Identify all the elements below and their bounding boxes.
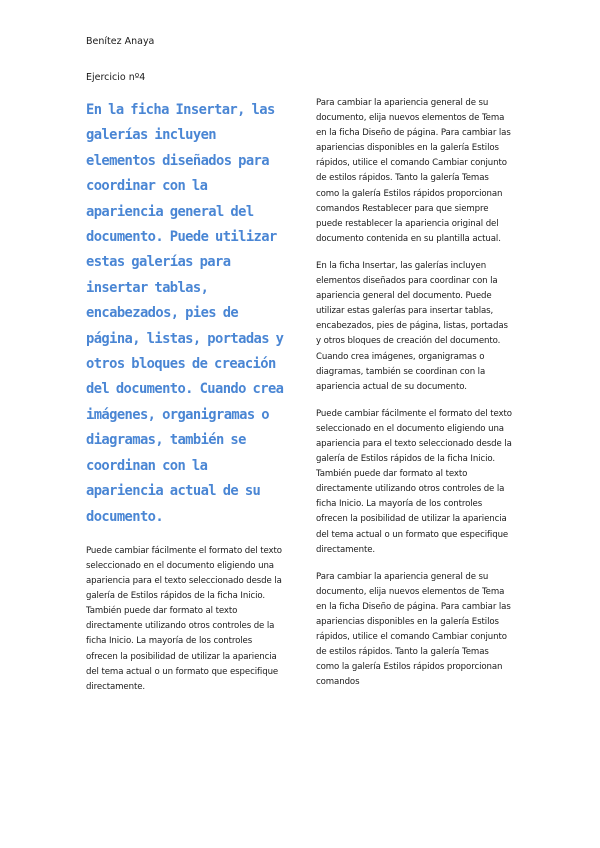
pull-quote: En la ficha Insertar, las galerías incluyen elementos diseñados para coordinar con la apariencia general del documento. Puede utilizar estas galerías para insertar tablas, encabezados, pies de página, listas, portadas y otros bloques de creación del documento. Cuando crea imágenes, organigramas o diagramas, también se coordinan con la apariencia actual de su documento.	[86, 102, 284, 525]
left-column	[86, 98, 286, 707]
right-paragraph-4: Para cambiar la apariencia general de su documento, elija nuevos elementos de Tema en la ficha Diseño de página. Para cambiar las apariencias disponibles en la galería Estilos rápidos, utilice el comando Cambiar conjunto de estilos rápidos. Tanto la galería Temas como la galería Estilos rápidos proporcionan comandos	[316, 571, 511, 688]
right-column	[316, 96, 514, 702]
author-name: Benítez Anaya	[86, 36, 155, 47]
right-paragraph-1: Para cambiar la apariencia general de su documento, elija nuevos elementos de Tema en la ficha Diseño de página. Para cambiar las apariencias disponibles en la galería Estilos rápidos, utilice el comando Cambiar conjunto de estilos rápidos. Tanto la galería Temas como la galería Estilos rápidos proporcionan comandos Restablecer para que siempre puede restablecer la apariencia original del documento contenida en su plantilla actual.	[316, 98, 511, 244]
left-body-paragraph: Puede cambiar fácilmente el formato del texto seleccionado en el documento eligiendo una apariencia para el texto seleccionado desde la galería de Estilos rápidos de la ficha Inicio. También puede dar formato al texto directamente utilizando otros controles de la ficha Inicio. La mayoría de los controles ofrecen la posibilidad de utilizar la apariencia del tema actual o un formato que especifique directamente.	[86, 545, 282, 692]
right-paragraph-2: En la ficha Insertar, las galerías incluyen elementos diseñados para coordinar con la apariencia general del documento. Puede utilizar estas galerías para insertar tablas, encabezados, pies de página, listas, portadas y otros bloques de creación del documento. Cuando crea imágenes, organigramas o diagramas, también se coordinan con la apariencia actual de su documento.	[316, 260, 508, 392]
exercise-title: Ejercicio nº4	[86, 72, 146, 83]
right-paragraph-3: Puede cambiar fácilmente el formato del texto seleccionado en el documento eligiendo una apariencia para el texto seleccionado desde la galería de Estilos rápidos de la ficha Inicio. También puede dar formato al texto directamente utilizando otros controles de la ficha Inicio. La mayoría de los controles ofrecen la posibilidad de utilizar la apariencia del tema actual o un formato que especifique directamente.	[316, 408, 512, 555]
